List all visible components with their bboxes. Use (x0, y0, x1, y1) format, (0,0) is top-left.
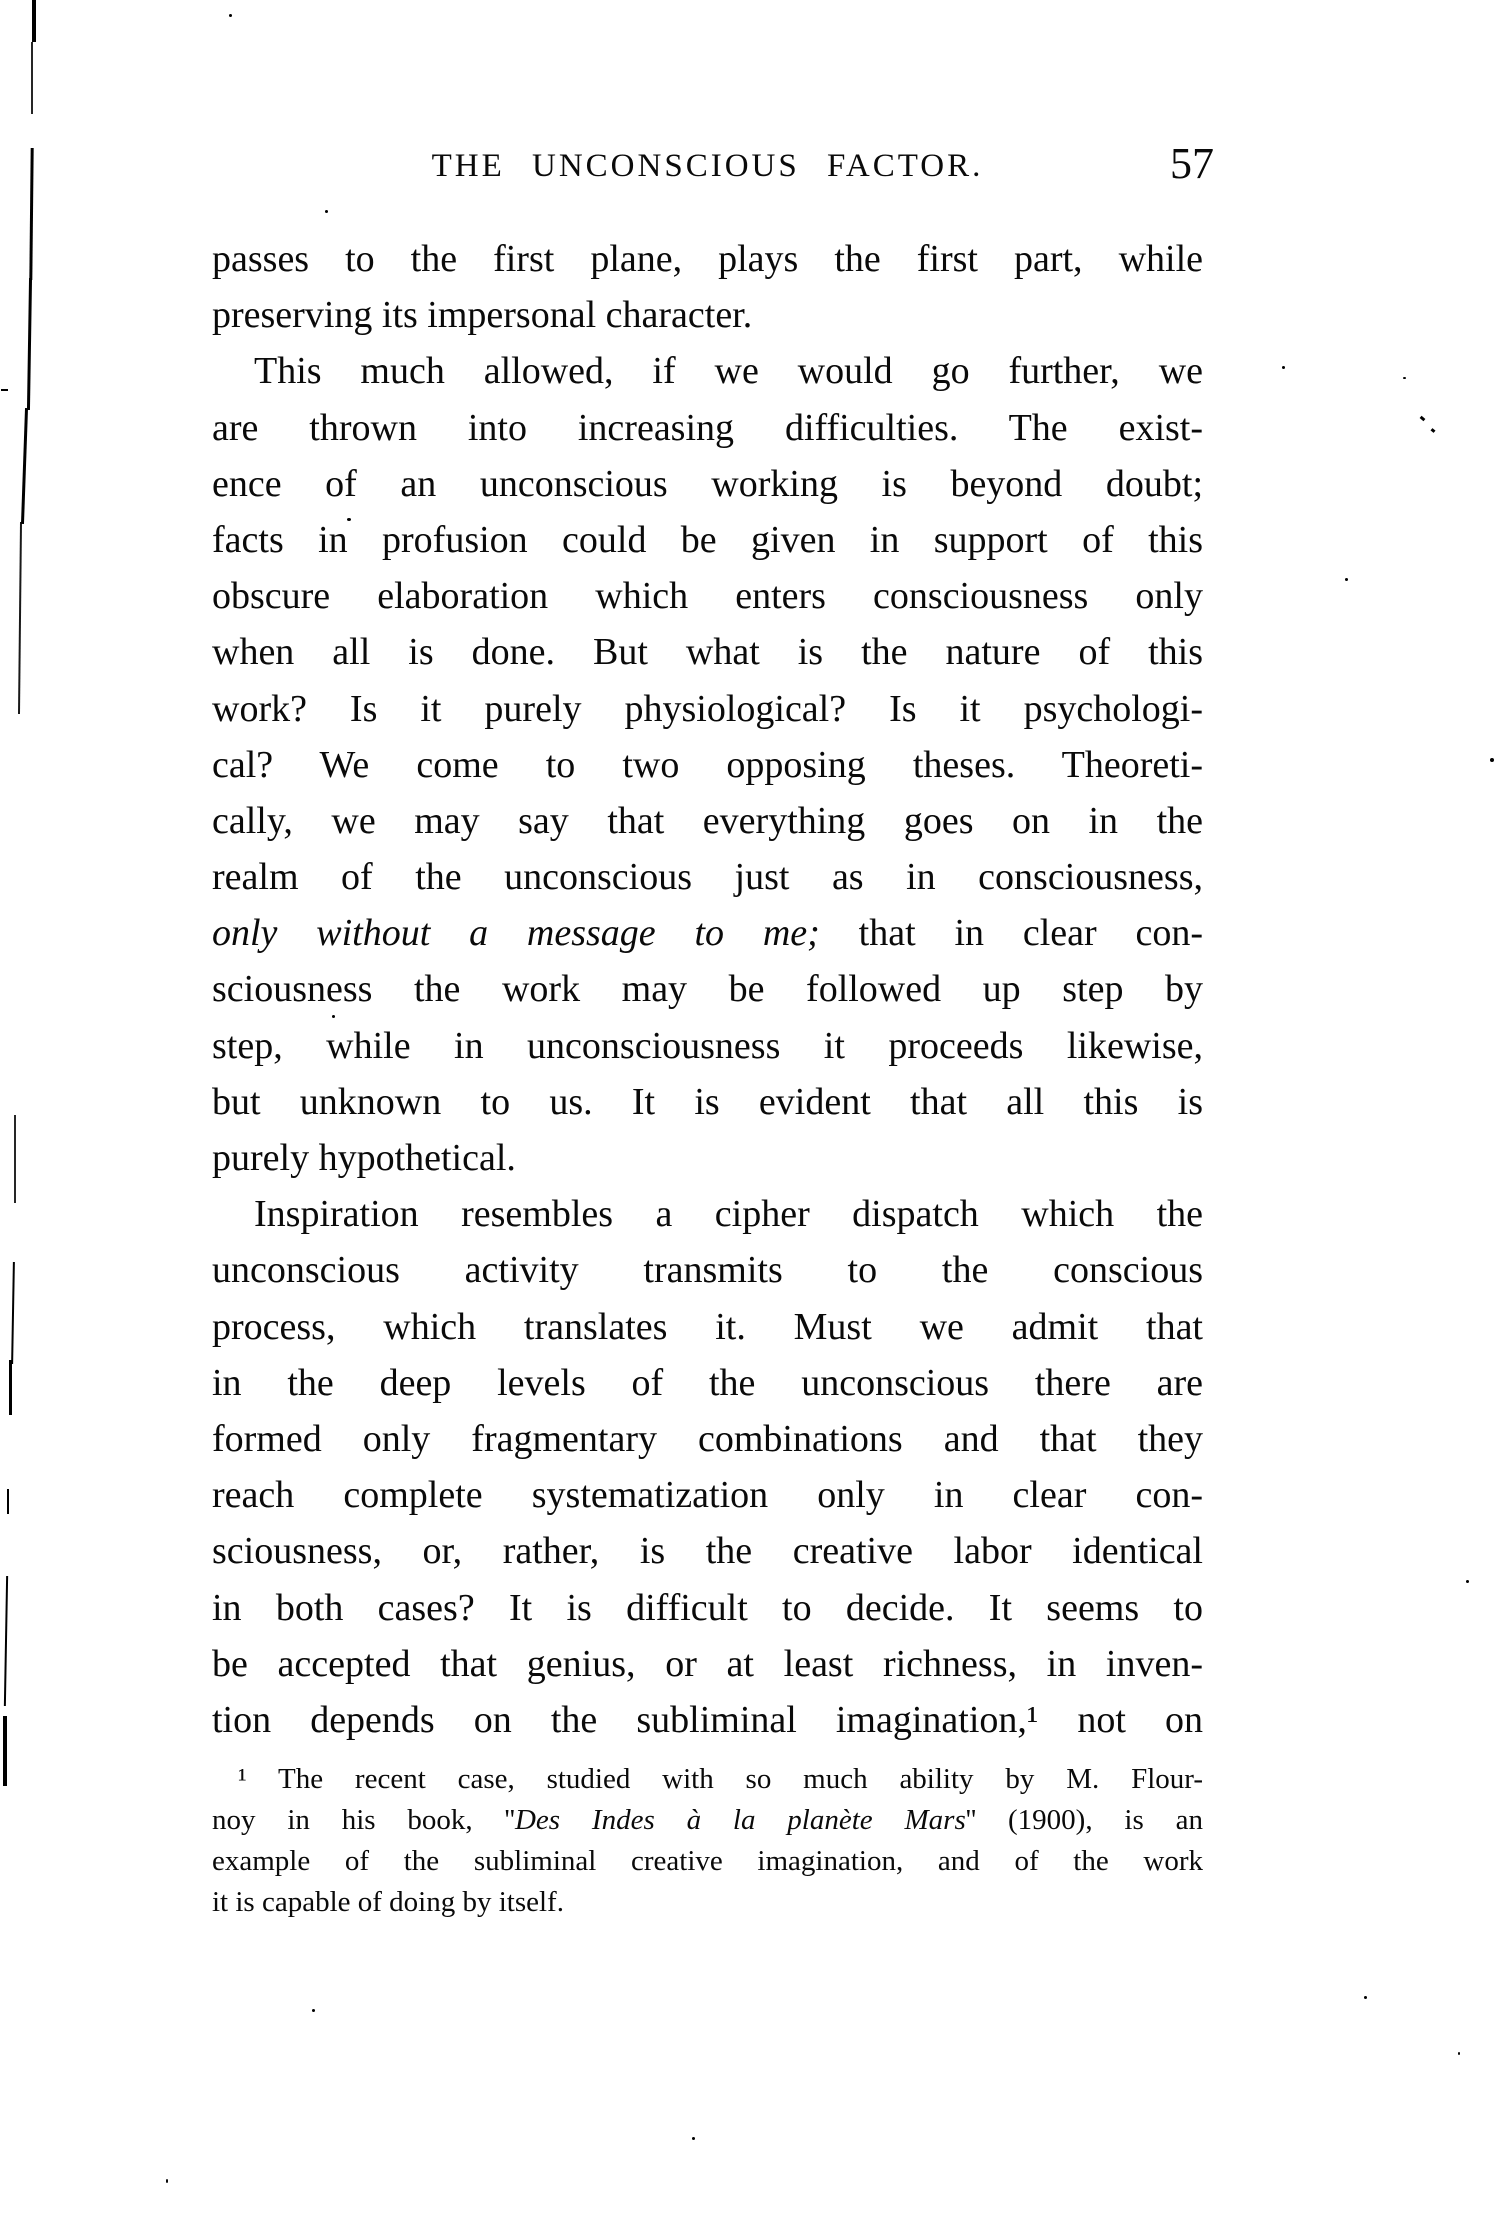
body-line: cally, we may say that everything goes on in the (212, 799, 1203, 842)
scan-speck (1403, 377, 1406, 379)
body-line: unconscious activity transmits to the conscious (212, 1249, 1203, 1292)
scan-speck (1364, 1996, 1367, 1999)
body-line: tion depends on the subliminal imagination,¹ not on (212, 1698, 1203, 1741)
scan-artifact-gutter (9, 1360, 12, 1415)
footnote-line: ¹ The recent case, studied with so much ability by M. Flour- (238, 1763, 1203, 1795)
body-line: Inspiration resembles a cipher dispatch which the (254, 1193, 1203, 1236)
body-line: sciousness the work may be followed up step by (212, 968, 1203, 1011)
body-line: preserving its impersonal character. (212, 294, 753, 337)
scan-artifact-gutter (31, 42, 33, 114)
scan-speck (1, 389, 8, 391)
body-line: This much allowed, if we would go further, we (254, 350, 1203, 393)
body-line: obscure elaboration which enters consciousness only (212, 575, 1203, 618)
italic-phrase: only without a message to me; (212, 912, 820, 955)
body-line: when all is done. But what is the nature of this (212, 631, 1203, 674)
body-line: be accepted that genius, or at least richness, in inven- (212, 1642, 1203, 1685)
body-line: step, while in unconsciousness it proceeds likewise, (212, 1024, 1203, 1067)
page-number: 57 (1170, 139, 1214, 188)
scan-speck (229, 14, 232, 17)
body-line: passes to the first plane, plays the first part, while (212, 238, 1203, 280)
scan-speck (1490, 758, 1494, 762)
scan-artifact-gutter (29, 148, 33, 280)
scan-artifact-gutter (11, 1262, 15, 1364)
body-line: in both cases? It is difficult to decide. It seems to (212, 1586, 1203, 1629)
scan-speck (1345, 578, 1348, 581)
body-line: but unknown to us. It is evident that all this is (212, 1080, 1203, 1123)
scan-artifact-gutter (27, 278, 32, 410)
body-line: reach complete systematization only in clear con- (212, 1474, 1203, 1517)
scan-speck (1420, 416, 1426, 422)
footnote (212, 1759, 1203, 1923)
scan-speck (1282, 366, 1285, 369)
scan-artifact-gutter (7, 1489, 9, 1514)
body-line: in the deep levels of the unconscious there are (212, 1361, 1203, 1404)
scan-speck (1458, 2052, 1460, 2055)
scan-artifact-gutter (14, 1115, 16, 1203)
body-line: facts in profusion could be given in support of this (212, 518, 1203, 561)
footnote-line: it is capable of doing by itself. (212, 1886, 564, 1918)
footnote-line (212, 1800, 1203, 1841)
scan-artifact-gutter (21, 408, 28, 524)
scan-speck (166, 2179, 168, 2183)
body-text (212, 231, 1203, 1748)
running-header: THE UNCONSCIOUS FACTOR. (431, 148, 984, 184)
scan-artifact-gutter (18, 522, 22, 714)
body-line-continuation: that in clear con- (819, 912, 1204, 955)
scan-speck (312, 2009, 315, 2012)
body-line: ence of an unconscious working is beyond doubt; (212, 462, 1203, 505)
scan-artifact-gutter (4, 1576, 8, 1706)
scan-artifact-gutter (3, 1716, 7, 1786)
body-line: work? Is it purely physiological? Is it psychologi- (212, 687, 1203, 730)
body-line: realm of the unconscious just as in consciousness, (212, 856, 1203, 899)
body-line: process, which translates it. Must we admit that (212, 1305, 1203, 1348)
book-title-italic: Des Indes à la planète Mars (514, 1804, 966, 1836)
body-line: purely hypothetical. (212, 1137, 516, 1179)
scan-speck (692, 2137, 695, 2140)
footnote-text: '' (1900), is an (965, 1804, 1203, 1836)
body-line: are thrown into increasing difficulties. The exist- (212, 406, 1203, 449)
scan-speck (1466, 1580, 1469, 1583)
body-line: cal? We come to two opposing theses. Theoreti- (212, 743, 1203, 786)
scan-artifact-gutter (32, 0, 36, 42)
scan-speck (1431, 428, 1436, 433)
scan-speck (325, 210, 328, 213)
footnote-line: example of the subliminal creative imagination, and of the work (212, 1845, 1203, 1877)
footnote-text: noy in his book, '' (212, 1804, 515, 1836)
body-line: sciousness, or, rather, is the creative labor identical (212, 1530, 1203, 1573)
body-line: formed only fragmentary combinations and that they (212, 1417, 1203, 1460)
body-line (212, 905, 1203, 961)
